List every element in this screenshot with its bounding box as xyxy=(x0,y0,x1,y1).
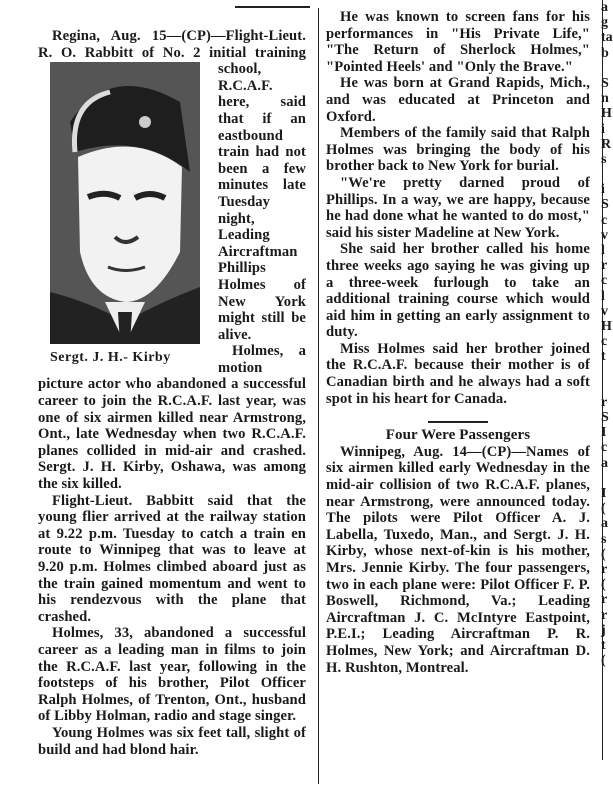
fragment-line: i xyxy=(601,182,605,198)
fragment-line: R xyxy=(601,136,612,152)
paragraph: Young Holmes was six feet tall, slight of build and had blond hair. xyxy=(38,724,306,758)
fragment-line: r xyxy=(601,607,608,623)
paragraph: Miss Holmes said her brother joined the R.C.A.F. because their mother is of Canadian birth and he always had a soft spot in his heart for Canada. xyxy=(326,340,590,407)
paragraph: Holmes, a motion picture actor who abandoned a successful career to join the R.C.A.F. last year, was one of six airmen killed near Armstrong, Ont., late Wednesday when two R.C.A.F. planes collided in mid-air and crashed. Sergt. J. H. Kirby, Oshawa, was among the six killed. xyxy=(38,343,306,493)
column-divider xyxy=(318,8,319,784)
fragment-line: v xyxy=(601,303,608,319)
fragment-line: a xyxy=(601,516,608,532)
fragment-line: a xyxy=(601,455,608,471)
fragment-line: c xyxy=(601,212,608,228)
fragment-line: i xyxy=(601,121,605,137)
article-column-1 xyxy=(38,28,306,758)
fragment-line: ta xyxy=(601,30,613,46)
fragment-line: S xyxy=(601,410,609,426)
section-divider xyxy=(428,421,488,423)
fragment-line: t xyxy=(601,637,606,653)
fragment-line: r xyxy=(601,561,608,577)
fragment-line: s xyxy=(601,151,607,167)
top-rule xyxy=(235,6,310,8)
paragraph-text: Regina, Aug. 15—(CP)—Flight-Lieut. R. O. Rabbitt of No. 2 initial training school, R.C.A.F. here, said that if an eastbound train had not been a few minutes late Tuesday night, Leading Aircraftman Phillips Holmes of New York might still be alive. xyxy=(38,28,306,343)
fragment-line: v xyxy=(601,227,608,243)
article-column-2 xyxy=(326,9,590,676)
fragment-line: S xyxy=(601,197,609,213)
fragment-line: S xyxy=(601,75,609,91)
fragment-line: j xyxy=(601,622,606,638)
fragment-line: s xyxy=(601,531,607,547)
paragraph: Holmes, 33, abandoned a successful career as a leading man in films to join the R.C.A.F. last year, following in the footsteps of his brother, Pilot Officer Ralph Holmes, of Trenton, Ont., husband of Libby Holman, radio and stage singer. xyxy=(38,625,306,725)
fragment-line: H xyxy=(601,318,612,334)
fragment-line xyxy=(601,365,613,380)
fragment-line: ( xyxy=(601,501,606,517)
photo-caption: Sergt. J. H.- Kirby xyxy=(50,350,171,365)
fragment-line xyxy=(601,61,613,76)
fragment-line: I xyxy=(601,486,607,501)
fragment-line: H xyxy=(601,106,612,122)
fragment-line xyxy=(601,471,613,486)
portrait-image xyxy=(50,62,200,344)
fragment-line: ( xyxy=(601,577,606,593)
fragment-line: I xyxy=(601,425,607,441)
paragraph: She said her brother called his home three weeks ago saying he was giving up a three-week furlough to take an additional training course which would aid him in getting an early assignment to duty. xyxy=(326,241,590,341)
paragraph: He was known to screen fans for his performances in "His Private Life," "The Return of Sherlock Holmes," "Pointed Heels' and "Only the Brave." xyxy=(326,9,590,75)
fragment-line: r xyxy=(601,592,608,608)
fragment-line: c xyxy=(601,334,608,350)
fragment-line: t xyxy=(601,349,606,365)
paragraph: Flight-Lieut. Babbitt said that the young flier arrived at the railway station at 9.22 p.m. Tuesday to catch a train en route to Winnipeg that was to leave at 9.20 p.m. Holmes climbed aboard just as the train gained momentum and went to his rendezvous with the plane that crashed. xyxy=(38,492,306,625)
fragment-line: ( xyxy=(601,653,606,669)
fragment-line: l xyxy=(601,288,605,304)
fragment-line: a xyxy=(601,0,608,15)
subheadline: Four Were Passengers xyxy=(385,427,531,444)
fragment-line: c xyxy=(601,273,608,289)
fragment-line: l xyxy=(601,243,605,258)
fragment-line: c xyxy=(601,440,608,456)
paragraph: "We're pretty darned proud of Phillips. In a way, we are happy, because he had done what he wanted to do most," said his sister Madeline at New York. xyxy=(326,174,590,241)
paragraph: Winnipeg, Aug. 14—(CP)—Names of six airmen killed early Wednesday in the mid-air collision of two R.C.A.F. planes, near Armstrong, were announced today. The pilots were Pilot Officer A. J. Labella, Tuxedo, Man., and Sergt. J. H. Kirby, whose next-of-kin is his mother, Mrs. Jennie Kirby. The four passengers, two in each plane were: Pilot Officer F. P. Boswell, Richmond, Va.; Leading Aircraftman J. C. McIntyre Eastpoint, P.E.I.; Leading Aircraftman P. R. Holmes, New York; and Aircraftman D. H. Rushton, Montreal. xyxy=(326,443,590,676)
fragment-line: r xyxy=(601,394,608,410)
fragment-line xyxy=(601,380,613,395)
fragment-line: ( xyxy=(601,546,606,562)
paragraph: Members of the family said that Ralph Holmes was bringing the body of his brother back to New York for burial. xyxy=(326,125,590,175)
fragment-line: r xyxy=(601,258,608,274)
portrait-photo xyxy=(50,62,210,367)
fragment-line: b xyxy=(601,45,609,61)
fragment-line: n xyxy=(601,91,609,107)
fragment-line xyxy=(601,167,613,182)
adjacent-column-fragment xyxy=(601,0,613,668)
paragraph: He was born at Grand Rapids, Mich., and was educated at Princeton and Oxford. xyxy=(326,75,590,125)
fragment-line: g xyxy=(601,15,608,31)
